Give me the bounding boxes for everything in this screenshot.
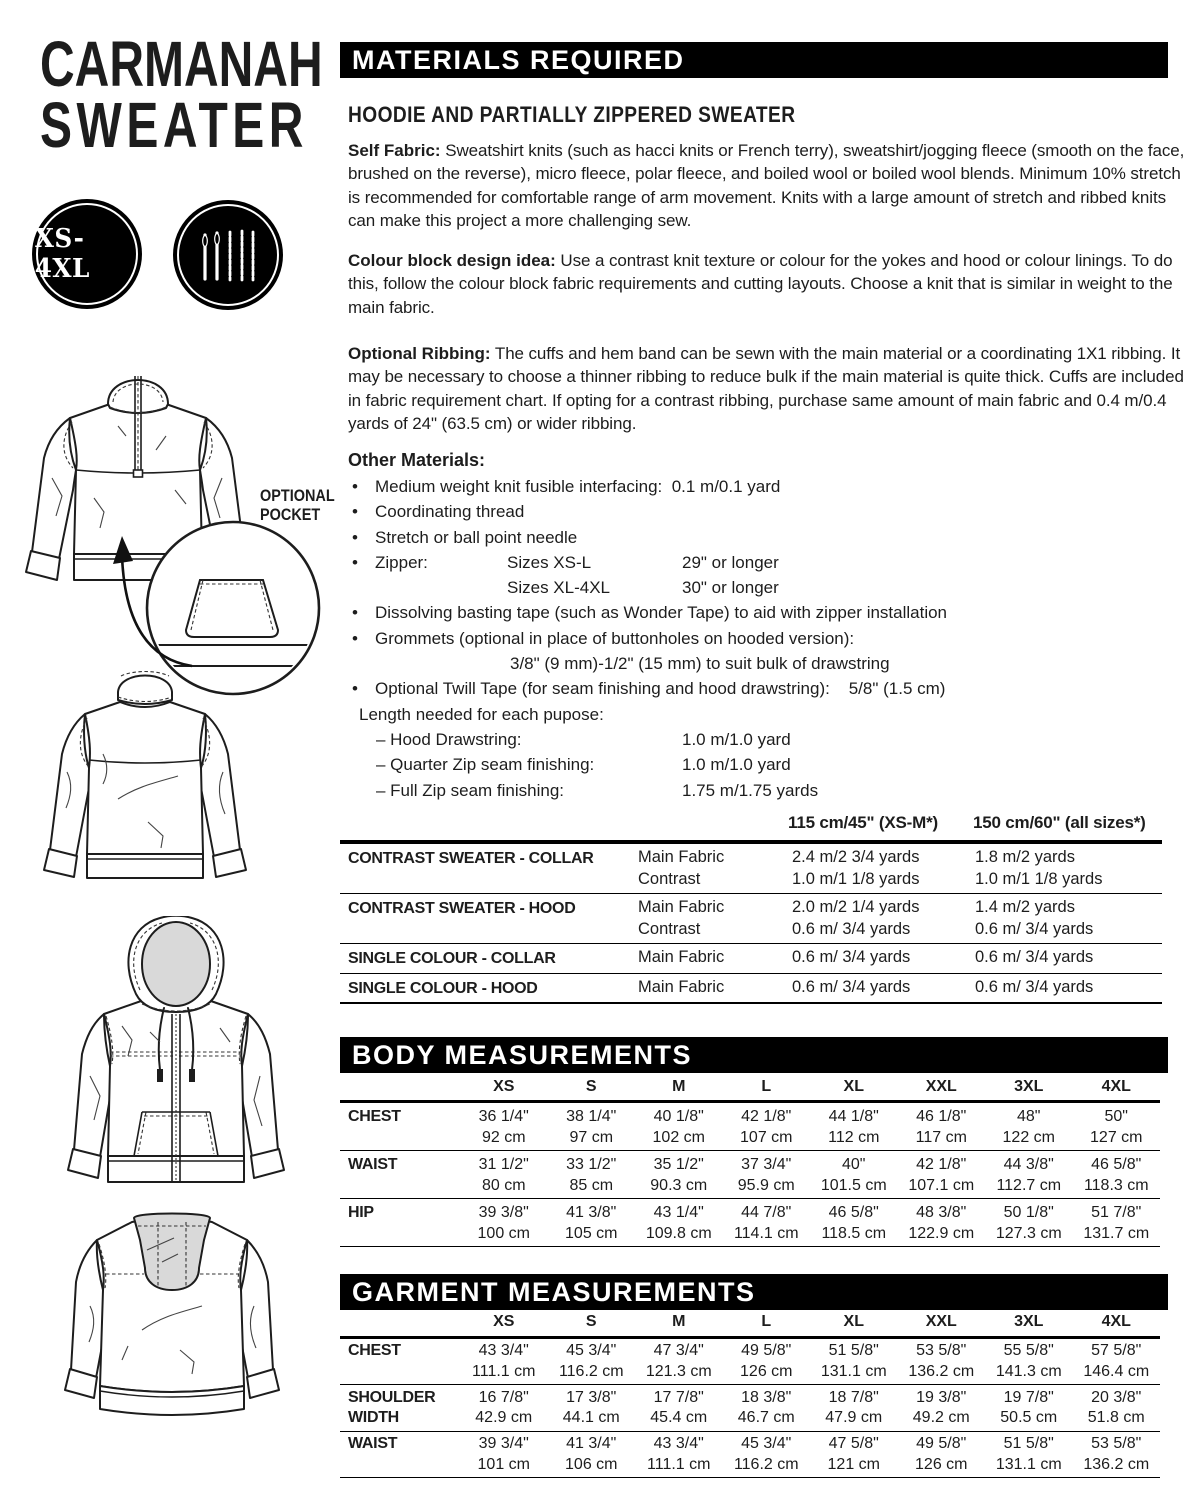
zipper-size-label: Sizes XS-L	[507, 552, 592, 572]
measurement-cell: 50 1/8" 127.3 cm	[995, 1203, 1062, 1242]
hoodie-front-illustration	[60, 916, 292, 1210]
measurement-row	[340, 1103, 1160, 1151]
fabric-60-cell: 0.6 m/ 3/4 yards	[975, 948, 1094, 966]
measurement-cell: 31 1/2" 80 cm	[478, 1155, 529, 1194]
measurement-cell: 46 5/8" 118.3 cm	[1083, 1155, 1149, 1194]
measurement-row-label: CHEST	[348, 1342, 401, 1359]
zipper-length-value: 29" or longer	[682, 552, 779, 572]
materials-list-row	[340, 677, 1185, 702]
size-column-header: 3XL	[1014, 1078, 1044, 1095]
body-measurements-header-bar	[340, 1037, 1168, 1073]
measurement-row-label: HIP	[348, 1203, 374, 1221]
twill-length-value: 1.0 m/1.0 yard	[682, 729, 791, 749]
bullet-glyph: •	[352, 477, 358, 496]
measurement-cell: 46 5/8" 118.5 cm	[821, 1203, 887, 1242]
size-column-header: 4XL	[1101, 1078, 1131, 1095]
measurement-row-label: WAIST	[348, 1435, 398, 1452]
size-column-header: 4XL	[1101, 1313, 1131, 1330]
optional-ribbing-lead: Optional Ribbing:	[348, 344, 491, 363]
bullet-glyph: •	[352, 603, 358, 623]
measurement-cell: 40" 101.5 cm	[820, 1155, 887, 1194]
measurement-row-label: WAIST	[348, 1155, 398, 1173]
measurement-row-label: CHEST	[348, 1107, 401, 1125]
measurement-row-label: SHOULDER WIDTH	[348, 1388, 436, 1426]
measurement-cell: 45 3/4" 116.2 cm	[558, 1342, 624, 1380]
measurement-cell: 43 3/4" 111.1 cm	[472, 1342, 536, 1380]
measurement-cell: 41 3/4" 106 cm	[565, 1435, 618, 1473]
materials-list-row	[340, 728, 1185, 753]
fabric-type-cell: Main Fabric Contrast	[638, 848, 725, 888]
measurement-cell: 17 7/8" 45.4 cm	[650, 1388, 708, 1426]
measurement-cell: 44 3/8" 112.7 cm	[996, 1155, 1062, 1194]
measurement-row	[340, 1432, 1160, 1479]
measurement-cell: 20 3/8" 51.8 cm	[1087, 1388, 1145, 1426]
zipper-size-label: Sizes XL-4XL	[507, 578, 610, 598]
grommet-size-note: 3/8" (9 mm)-1/2" (15 mm) to suit bulk of drawstring	[510, 654, 890, 674]
measurement-cell: 18 7/8" 47.9 cm	[825, 1388, 883, 1426]
size-column-header: XL	[843, 1313, 864, 1330]
measurement-cell: 16 7/8" 42.9 cm	[475, 1388, 533, 1426]
size-column-header: L	[761, 1078, 772, 1095]
size-column-header: 3XL	[1014, 1313, 1044, 1330]
size-column-header: M	[672, 1313, 686, 1330]
measurement-cell: 48 3/8" 122.9 cm	[908, 1203, 975, 1242]
measurement-cell: 55 5/8" 141.3 cm	[995, 1342, 1062, 1380]
measurement-cell: 47 3/4" 121.3 cm	[645, 1342, 712, 1380]
fabric-table-row	[340, 844, 1162, 893]
needles-badge	[173, 200, 283, 310]
size-range-badge	[32, 199, 142, 309]
measurement-cell: 49 5/8" 126 cm	[740, 1342, 793, 1380]
measurement-cell: 45 3/4" 116.2 cm	[733, 1435, 799, 1473]
measurement-cell: 43 1/4" 109.8 cm	[645, 1203, 712, 1242]
garment-measurements-table	[340, 1311, 1160, 1478]
fabric-table-row	[340, 893, 1162, 943]
optional-ribbing-paragraph: Optional Ribbing: The cuffs and hem band can be sewn with the main material or a coordinating 1X1 ribbing. It may be necessary to choose a thinner ribbing to reduce bulk if the main material is quite thick. Cuffs are included in fabric requirement chart. If opting for a contrast ribbing, purchase same amount of main fabric and 0.4 m/0.4 yards of 24" (63.5 cm) or wider ribbing.	[348, 344, 1184, 433]
fabric-table-row	[340, 973, 1162, 1003]
fabric-45-cell: 0.6 m/ 3/4 yards	[792, 948, 911, 966]
bullet-text: Optional Twill Tape (for seam finishing and hood drawstring): 5/8" (1.5 cm)	[375, 679, 946, 699]
bullet-text: Stretch or ball point needle	[375, 527, 578, 547]
materials-list-row	[340, 652, 1185, 677]
hoodie-back-illustration	[62, 1210, 282, 1436]
measurement-row	[340, 1151, 1160, 1199]
fabric-row-label: SINGLE COLOUR - COLLAR	[348, 950, 556, 967]
size-range-label: XS-4XL	[34, 224, 90, 284]
other-materials-list	[340, 475, 1185, 804]
section-subheader: HOODIE AND PARTIALLY ZIPPERED SWEATER	[348, 102, 796, 127]
measurement-cell: 44 1/8" 112 cm	[828, 1107, 880, 1146]
bullet-glyph: •	[352, 628, 358, 648]
pattern-title-line2: SWEATER	[40, 89, 308, 161]
measurement-cell: 35 1/2" 90.3 cm	[650, 1155, 708, 1194]
fabric-60-cell: 1.4 m/2 yards 0.6 m/ 3/4 yards	[975, 898, 1094, 938]
measurement-cell: 57 5/8" 146.4 cm	[1083, 1342, 1150, 1380]
size-column-header: M	[672, 1078, 686, 1095]
length-needed-heading: Length needed for each pupose:	[359, 704, 604, 724]
size-column-header: S	[585, 1313, 597, 1330]
twill-length-value: 1.0 m/1.0 yard	[682, 755, 791, 775]
measurement-cell: 42 1/8" 107.1 cm	[908, 1155, 975, 1194]
materials-list-row	[340, 526, 1185, 551]
size-column-header: XXL	[925, 1313, 957, 1330]
fabric-requirements-table	[340, 840, 1162, 1004]
colour-block-paragraph: Colour block design idea: Use a contrast knit texture or colour for the yokes and hood or colour linings. To do this, follow the colour block fabric requirements and cutting layouts. Choose a knit that is similar in weight to the main fabric.	[348, 251, 1173, 317]
fabric-table-row	[340, 943, 1162, 973]
other-materials-heading: Other Materials:	[348, 450, 486, 470]
measurement-cell: 17 3/8" 44.1 cm	[562, 1388, 620, 1426]
fabric-row-label: CONTRAST SWEATER - COLLAR	[348, 850, 594, 867]
twill-use-label: – Hood Drawstring:	[376, 729, 522, 749]
measurement-cell: 51 5/8" 131.1 cm	[820, 1342, 887, 1380]
measurement-cell: 50" 127 cm	[1090, 1107, 1143, 1146]
materials-required-header-bar	[340, 42, 1168, 78]
fabric-45-cell: 2.4 m/2 3/4 yards 1.0 m/1 1/8 yards	[792, 848, 920, 888]
measurement-cell: 37 3/4" 95.9 cm	[737, 1155, 795, 1194]
zipper-length-value: 30" or longer	[682, 578, 779, 598]
optional-pocket-label: OPTIONAL POCKET	[260, 486, 335, 524]
bullet-glyph: •	[352, 527, 358, 547]
measurement-row	[340, 1385, 1160, 1432]
measurement-cell: 53 5/8" 136.2 cm	[908, 1342, 975, 1380]
bullet-glyph: •	[352, 552, 358, 572]
materials-list-row	[340, 475, 1185, 500]
bullet-glyph: •	[352, 679, 358, 699]
garment-measurements-title: GARMENT MEASUREMENTS	[352, 1277, 756, 1307]
measurement-cell: 51 5/8" 131.1 cm	[995, 1435, 1062, 1473]
needles-icon	[196, 223, 260, 287]
fabric-type-cell: Main Fabric	[638, 948, 725, 966]
fabric-type-cell: Main Fabric	[638, 977, 725, 996]
body-measurements-table	[340, 1075, 1160, 1247]
size-column-header: XXL	[925, 1078, 957, 1095]
self-fabric-lead: Self Fabric:	[348, 141, 441, 160]
size-header-row	[340, 1311, 1160, 1339]
bullet-text: Grommets (optional in place of buttonholes on hooded version):	[375, 628, 855, 648]
size-column-header: S	[585, 1078, 597, 1095]
measurement-cell: 36 1/4" 92 cm	[478, 1107, 529, 1146]
measurement-cell: 46 1/8" 117 cm	[915, 1107, 967, 1146]
fabric-row-label: SINGLE COLOUR - HOOD	[348, 979, 538, 997]
fabric-45-cell: 0.6 m/ 3/4 yards	[792, 977, 911, 996]
measurement-row	[340, 1339, 1160, 1386]
body-measurements-title: BODY MEASUREMENTS	[352, 1040, 693, 1070]
fabric-60-cell: 1.8 m/2 yards 1.0 m/1 1/8 yards	[975, 848, 1103, 888]
materials-list-row	[340, 601, 1185, 626]
fabric-width-60-header: 150 cm/60" (all sizes*)	[973, 813, 1146, 832]
fabric-width-45-header: 115 cm/45" (XS-M*)	[788, 813, 938, 832]
colour-block-lead: Colour block design idea:	[348, 251, 556, 270]
bullet-text: Coordinating thread	[375, 502, 525, 522]
measurement-cell: 19 3/8" 49.2 cm	[912, 1388, 970, 1426]
measurement-cell: 40 1/8" 102 cm	[652, 1107, 705, 1146]
size-header-row	[340, 1075, 1160, 1103]
bullet-glyph: •	[352, 502, 358, 522]
measurement-cell: 39 3/8" 100 cm	[477, 1203, 530, 1242]
fabric-60-cell: 0.6 m/ 3/4 yards	[975, 977, 1094, 996]
size-column-header: XS	[493, 1313, 515, 1330]
measurement-cell: 41 3/8" 105 cm	[565, 1203, 618, 1242]
measurement-cell: 42 1/8" 107 cm	[740, 1107, 793, 1146]
measurement-row	[340, 1199, 1160, 1247]
garment-measurements-header-bar	[340, 1274, 1168, 1310]
quarter-zip-back-illustration	[33, 664, 258, 896]
materials-list-row	[340, 779, 1185, 804]
twill-use-label: – Quarter Zip seam finishing:	[376, 755, 595, 775]
measurement-cell: 49 5/8" 126 cm	[915, 1435, 968, 1473]
size-column-header: XL	[843, 1078, 864, 1095]
fabric-row-label: CONTRAST SWEATER - HOOD	[348, 900, 576, 917]
twill-length-value: 1.75 m/1.75 yards	[682, 780, 819, 800]
measurement-cell: 48" 122 cm	[1002, 1107, 1055, 1146]
measurement-cell: 43 3/4" 111.1 cm	[647, 1435, 711, 1473]
materials-list-row	[340, 500, 1185, 525]
materials-required-title: MATERIALS REQUIRED	[352, 45, 685, 75]
materials-list-row	[340, 576, 1185, 601]
self-fabric-paragraph: Self Fabric: Sweatshirt knits (such as hacci knits or French terry), sweatshirt/jogging fleece (smooth on the face, brushed on the reverse), micro fleece, polar fleece, and boiled wool or boiled wool blends. Minimum 10% stretch is recommended for comfortable range of arm movement. Knits with a large amount of stretch and ribbed knits can make this project a more challenging sew.	[348, 141, 1185, 230]
materials-list-row	[340, 551, 1185, 576]
size-column-header: L	[761, 1313, 772, 1330]
materials-list-row	[340, 627, 1185, 652]
measurement-cell: 19 7/8" 50.5 cm	[1000, 1388, 1058, 1426]
materials-list-row	[340, 703, 1185, 728]
twill-use-label: – Full Zip seam finishing:	[376, 780, 565, 800]
bullet-text: Medium weight knit fusible interfacing: 0.1 m/0.1 yard	[375, 477, 781, 496]
fabric-type-cell: Main Fabric Contrast	[638, 898, 725, 938]
measurement-cell: 33 1/2" 85 cm	[566, 1155, 617, 1194]
bullet-text: Zipper:	[375, 552, 428, 572]
measurement-cell: 18 3/8" 46.7 cm	[737, 1388, 795, 1426]
pattern-title-line1: CARMANAH	[40, 28, 323, 100]
measurement-cell: 47 5/8" 121 cm	[827, 1435, 880, 1473]
measurement-cell: 38 1/4" 97 cm	[566, 1107, 617, 1146]
measurement-cell: 39 3/4" 101 cm	[477, 1435, 530, 1473]
size-column-header: XS	[493, 1078, 515, 1095]
materials-list-row	[340, 753, 1185, 778]
measurement-cell: 51 7/8" 131.7 cm	[1083, 1203, 1150, 1242]
measurement-cell: 44 7/8" 114.1 cm	[733, 1203, 799, 1242]
measurement-cell: 53 5/8" 136.2 cm	[1083, 1435, 1150, 1473]
fabric-45-cell: 2.0 m/2 1/4 yards 0.6 m/ 3/4 yards	[792, 898, 920, 938]
bullet-text: Dissolving basting tape (such as Wonder Tape) to aid with zipper installation	[375, 603, 948, 623]
quarter-zip-front-illustration	[10, 358, 340, 698]
hood-lining	[142, 922, 210, 1006]
